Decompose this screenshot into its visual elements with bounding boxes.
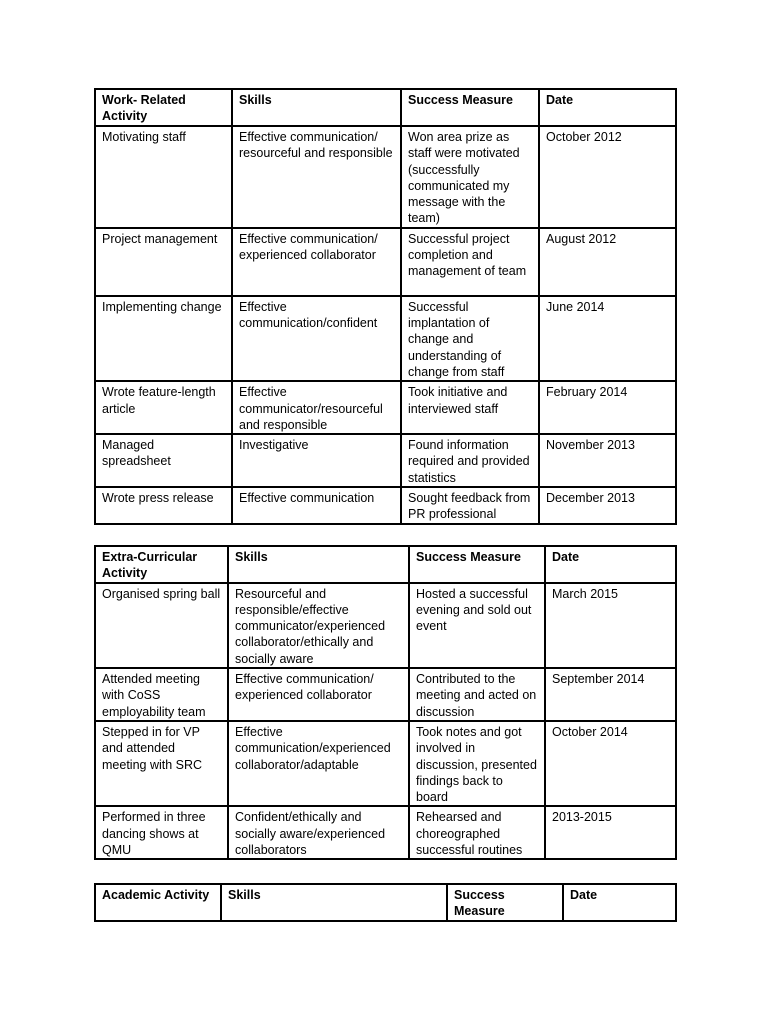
cell-date: October 2012 — [539, 126, 676, 228]
header-date: Date — [545, 546, 676, 583]
cell-date: November 2013 — [539, 434, 676, 487]
cell-skills: Effective communication/confident — [232, 296, 401, 381]
header-success-measure: Success Measure — [401, 89, 539, 126]
cell-date: February 2014 — [539, 381, 676, 434]
cell-success-measure: Hosted a successful evening and sold out event — [409, 583, 545, 668]
cell-activity: Wrote feature-length article — [95, 381, 232, 434]
cell-activity: Project management — [95, 228, 232, 296]
cell-activity: Wrote press release — [95, 487, 232, 524]
header-activity: Academic Activity — [95, 884, 221, 921]
cell-skills: Effective communication/ experienced collaborator — [228, 668, 409, 721]
cell-skills: Effective communication/experienced collaborator/adaptable — [228, 721, 409, 806]
table-row — [95, 487, 676, 524]
table-row — [95, 583, 676, 668]
cell-success-measure: Won area prize as staff were motivated (successfully communicated my message with the team) — [401, 126, 539, 228]
cell-success-measure: Successful project completion and management of team — [401, 228, 539, 296]
header-date: Date — [539, 89, 676, 126]
table-header-row — [95, 546, 676, 583]
header-success-measure: Success Measure — [447, 884, 563, 921]
cell-date: September 2014 — [545, 668, 676, 721]
table-header-row — [95, 884, 676, 921]
header-skills: Skills — [232, 89, 401, 126]
cell-date: October 2014 — [545, 721, 676, 806]
header-success-measure: Success Measure — [409, 546, 545, 583]
table-row — [95, 721, 676, 806]
academic-activity-table — [94, 883, 677, 922]
cell-skills: Effective communication/ experienced collaborator — [232, 228, 401, 296]
table-row — [95, 806, 676, 859]
header-activity: Work- Related Activity — [95, 89, 232, 126]
cell-skills: Resourceful and responsible/effective communicator/experienced collaborator/ethically and socially aware — [228, 583, 409, 668]
cell-skills: Effective communication/ resourceful and responsible — [232, 126, 401, 228]
cell-date: March 2015 — [545, 583, 676, 668]
cell-activity: Managed spreadsheet — [95, 434, 232, 487]
cell-date: 2013-2015 — [545, 806, 676, 859]
table-row — [95, 126, 676, 228]
cell-skills: Confident/ethically and socially aware/experienced collaborators — [228, 806, 409, 859]
header-skills: Skills — [228, 546, 409, 583]
table-row — [95, 381, 676, 434]
cell-activity: Stepped in for VP and attended meeting with SRC — [95, 721, 228, 806]
table-row — [95, 296, 676, 381]
header-date: Date — [563, 884, 676, 921]
cell-success-measure: Took notes and got involved in discussion, presented findings back to board — [409, 721, 545, 806]
cell-date: December 2013 — [539, 487, 676, 524]
cell-activity: Implementing change — [95, 296, 232, 381]
cell-skills: Effective communicator/resourceful and responsible — [232, 381, 401, 434]
cell-activity: Motivating staff — [95, 126, 232, 228]
extra-curricular-activity-table — [94, 545, 677, 860]
header-skills: Skills — [221, 884, 447, 921]
table-row — [95, 228, 676, 296]
header-activity: Extra-Curricular Activity — [95, 546, 228, 583]
cell-activity: Organised spring ball — [95, 583, 228, 668]
table-header-row — [95, 89, 676, 126]
cell-skills: Effective communication — [232, 487, 401, 524]
cell-date: June 2014 — [539, 296, 676, 381]
cell-success-measure: Took initiative and interviewed staff — [401, 381, 539, 434]
cell-success-measure: Successful implantation of change and understanding of change from staff — [401, 296, 539, 381]
cell-activity: Attended meeting with CoSS employability team — [95, 668, 228, 721]
cell-success-measure: Found information required and provided statistics — [401, 434, 539, 487]
cell-skills: Investigative — [232, 434, 401, 487]
work-related-activity-table — [94, 88, 677, 525]
table-row — [95, 434, 676, 487]
cell-activity: Performed in three dancing shows at QMU — [95, 806, 228, 859]
table-row — [95, 668, 676, 721]
cell-success-measure: Contributed to the meeting and acted on discussion — [409, 668, 545, 721]
cell-date: August 2012 — [539, 228, 676, 296]
cell-success-measure: Sought feedback from PR professional — [401, 487, 539, 524]
cell-success-measure: Rehearsed and choreographed successful routines — [409, 806, 545, 859]
